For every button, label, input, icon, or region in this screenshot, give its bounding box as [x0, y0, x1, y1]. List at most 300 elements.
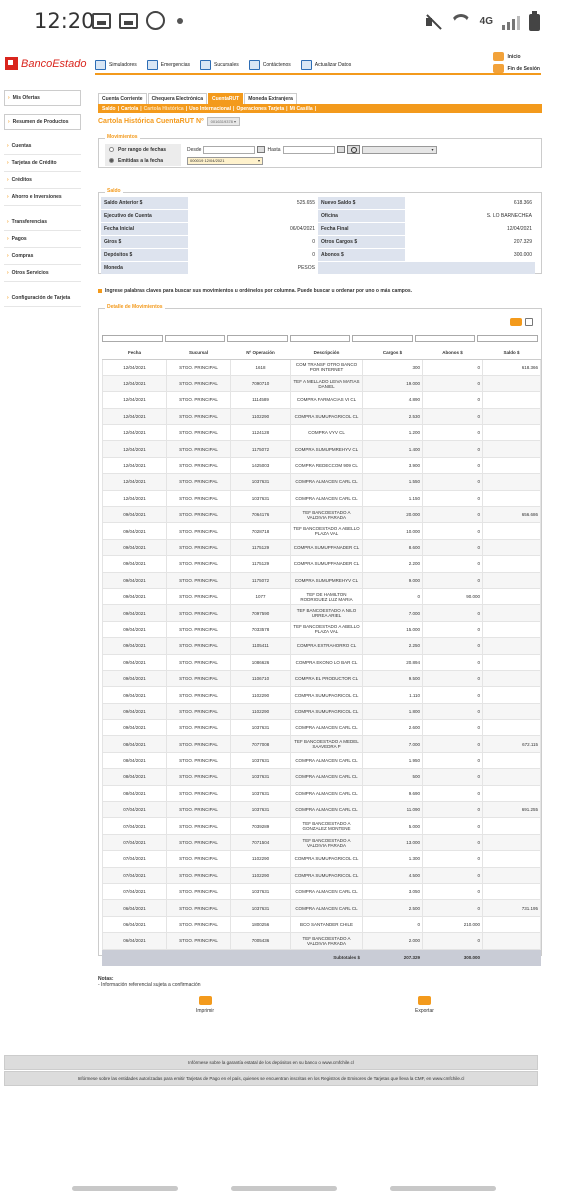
- brand-name: BancoEstado: [21, 57, 87, 70]
- range-option[interactable]: Por rango de fechas: [105, 144, 181, 155]
- table-row: [103, 539, 541, 555]
- table-cell: 7039289: [231, 818, 291, 834]
- saldo-value: 525.655: [188, 197, 318, 210]
- table-row: [103, 916, 541, 932]
- table-cell: STGO. PRINCIPAL: [167, 605, 231, 621]
- account-select[interactable]: 0016319378 ▾: [207, 117, 240, 126]
- sidebar-item-pagos[interactable]: › Pagos: [4, 231, 81, 248]
- column-header[interactable]: Descripción: [291, 346, 363, 359]
- table-cell: 1102290: [231, 867, 291, 883]
- bancoestado-logo[interactable]: [5, 57, 86, 70]
- table-cell: [483, 556, 541, 572]
- filter-operacion[interactable]: [227, 335, 288, 342]
- filter-saldo[interactable]: [477, 335, 538, 342]
- subtab-saldo[interactable]: Saldo: [102, 105, 116, 112]
- table-row: [103, 425, 541, 441]
- column-header[interactable]: Saldo $: [483, 346, 541, 359]
- table-cell: 09/04/2021: [103, 507, 167, 523]
- table-cell: 0: [423, 572, 483, 588]
- notes: Notas: - Información referencial sujeta a confirmación: [98, 976, 201, 988]
- table-cell: 0: [423, 523, 483, 539]
- footer-note-1: Infórmese sobre la garantía estatal de los depósitos en su banco o www.cmfchile.cl: [4, 1055, 538, 1070]
- table-cell: [483, 572, 541, 588]
- table-cell: 0: [423, 457, 483, 473]
- table-cell: 1037631: [231, 752, 291, 768]
- table-cell: TEF BANCOESTADO A MEDEL SAAVEDRA P: [291, 736, 363, 752]
- column-header[interactable]: Cargos $: [363, 346, 423, 359]
- page-title: Cartola Histórica CuentaRUT Nº 0016319378 ▾: [98, 117, 542, 126]
- table-cell: [483, 851, 541, 867]
- table-cell: STGO. PRINCIPAL: [167, 916, 231, 932]
- battery-icon: [529, 14, 540, 31]
- table-row: [103, 933, 541, 949]
- saldo-legend: Saldo: [107, 188, 121, 194]
- table-cell: 0: [423, 802, 483, 818]
- search-toggle-icon[interactable]: [510, 318, 522, 326]
- radio-emitidas[interactable]: [109, 158, 114, 163]
- subtotal-row: [103, 949, 541, 965]
- calculator-icon: [95, 60, 106, 70]
- sidebar-item-config-tarjeta[interactable]: › Configuración de Tarjeta: [4, 290, 81, 307]
- table-cell: 09/04/2021: [103, 703, 167, 719]
- table-cell: 1.400: [363, 441, 423, 457]
- table-cell: 0: [423, 638, 483, 654]
- table-row: [103, 654, 541, 670]
- saldo-label: Oficina: [318, 210, 405, 223]
- saldo-value: PESOS: [188, 262, 318, 275]
- nav-sucursales[interactable]: Sucursales: [200, 60, 239, 70]
- nav-simuladores[interactable]: Simuladores: [95, 60, 137, 70]
- table-cell: 09/04/2021: [103, 539, 167, 555]
- table-cell: TEF BANCOESTADO A VALDIVIA PARADA: [291, 834, 363, 850]
- home-icon: [493, 52, 504, 61]
- table-cell: 1618: [231, 359, 291, 375]
- table-cell: STGO. PRINCIPAL: [167, 507, 231, 523]
- desde-input[interactable]: [203, 146, 255, 154]
- table-cell: [483, 720, 541, 736]
- table-row: [103, 785, 541, 801]
- table-cell: [483, 425, 541, 441]
- table-cell: 2.250: [363, 638, 423, 654]
- table-cell: COMPRA SUMUPAGRICOL CL: [291, 867, 363, 883]
- saldo-grid: [101, 197, 539, 275]
- table-cell: [483, 933, 541, 949]
- tab-moneda-extranjera[interactable]: Moneda Extranjera: [244, 93, 297, 104]
- table-cell: 2.200: [363, 556, 423, 572]
- table-cell: 1102290: [231, 408, 291, 424]
- table-row: [103, 670, 541, 686]
- table-cell: 0: [423, 425, 483, 441]
- table-row: [103, 851, 541, 867]
- table-cell: 20.894: [363, 654, 423, 670]
- table-cell: 13.000: [363, 834, 423, 850]
- subtab-operaciones-tarjeta[interactable]: Operaciones Tarjeta: [236, 105, 285, 112]
- table-cell: STGO. PRINCIPAL: [167, 670, 231, 686]
- filter-abonos[interactable]: [415, 335, 476, 342]
- print-button[interactable]: Imprimir: [196, 996, 214, 1014]
- table-cell: [483, 769, 541, 785]
- table-cell: 0: [423, 490, 483, 506]
- table-row: [103, 621, 541, 637]
- sidebar-item-ahorro[interactable]: › Ahorro e Inversiones: [4, 189, 81, 206]
- table-cell: 12/04/2021: [103, 457, 167, 473]
- table-cell: 0: [423, 670, 483, 686]
- table-cell: [483, 441, 541, 457]
- table-cell: COMPRA SUMUPMREHYV CL: [291, 441, 363, 457]
- table-cell: [483, 687, 541, 703]
- table-row: [103, 507, 541, 523]
- table-row: [103, 802, 541, 818]
- table-cell: 0: [423, 900, 483, 916]
- subtotal-label: Subtotales $: [291, 949, 363, 965]
- sidebar-item-tarjetas[interactable]: › Tarjetas de Crédito: [4, 155, 81, 172]
- table-cell: STGO. PRINCIPAL: [167, 884, 231, 900]
- table-cell: TEF A MELLADO LEIVA MATIAS DANIEL: [291, 375, 363, 391]
- table-cell: 656.686: [483, 507, 541, 523]
- table-cell: STGO. PRINCIPAL: [167, 457, 231, 473]
- table-cell: 0: [423, 359, 483, 375]
- saldo-label: Fecha Final: [318, 223, 405, 236]
- expand-icon[interactable]: [525, 318, 533, 326]
- table-cell: 10.000: [363, 523, 423, 539]
- table-cell: 07/04/2021: [103, 867, 167, 883]
- table-cell: 1.200: [363, 425, 423, 441]
- mail-icon: [249, 60, 260, 70]
- table-row: [103, 720, 541, 736]
- sidebar-item-transferencias[interactable]: › Transferencias: [4, 214, 81, 231]
- table-cell: STGO. PRINCIPAL: [167, 720, 231, 736]
- table-cell: 1037631: [231, 900, 291, 916]
- sidebar-item-creditos[interactable]: › Créditos: [4, 172, 81, 189]
- table-row: [103, 884, 541, 900]
- table-cell: 7.000: [363, 736, 423, 752]
- saldo-value: 300.000: [405, 249, 535, 262]
- whatsapp-icon: [146, 11, 165, 30]
- table-cell: 1114589: [231, 392, 291, 408]
- table-cell: 2.500: [363, 900, 423, 916]
- table-cell: 09/04/2021: [103, 687, 167, 703]
- footer: [4, 1055, 538, 1087]
- nav-recents-icon[interactable]: [72, 1186, 178, 1191]
- table-cell: STGO. PRINCIPAL: [167, 834, 231, 850]
- table-cell: 1175129: [231, 556, 291, 572]
- table-cell: 12/04/2021: [103, 490, 167, 506]
- table-cell: 09/04/2021: [103, 588, 167, 604]
- table-cell: STGO. PRINCIPAL: [167, 588, 231, 604]
- table-cell: 1.950: [363, 752, 423, 768]
- table-cell: [483, 490, 541, 506]
- saldo-label: [318, 262, 405, 275]
- table-cell: [483, 408, 541, 424]
- table-cell: 0: [423, 621, 483, 637]
- table-cell: 09/04/2021: [103, 720, 167, 736]
- table-cell: 0: [423, 408, 483, 424]
- table-cell: 11.090: [363, 802, 423, 818]
- subtabs: Saldo | Cartola | Cartola Histórica | Uso Internacional | Operaciones Tarjeta | Mi Casilla |: [98, 104, 542, 113]
- table-row: [103, 736, 541, 752]
- table-cell: 1037631: [231, 769, 291, 785]
- saldo-panel: [98, 188, 542, 274]
- table-cell: 1102290: [231, 703, 291, 719]
- table-cell: [483, 654, 541, 670]
- nav-actualizar-datos[interactable]: Actualizar Datos: [301, 60, 351, 70]
- table-cell: 06/04/2021: [103, 900, 167, 916]
- logout-link[interactable]: Fin de Sesión: [493, 64, 540, 73]
- table-cell: 12/04/2021: [103, 359, 167, 375]
- wifi-icon: [451, 14, 471, 30]
- table-cell: 09/04/2021: [103, 605, 167, 621]
- emitidas-select[interactable]: 000019 12/04/2021 ▾: [187, 157, 263, 165]
- table-cell: STGO. PRINCIPAL: [167, 556, 231, 572]
- table-cell: [483, 834, 541, 850]
- table-cell: 7033578: [231, 621, 291, 637]
- table-cell: TEF BANCOESTADO A VALDIVIA PARADA: [291, 507, 363, 523]
- nav-emergencias[interactable]: Emergencias: [147, 60, 190, 70]
- table-cell: STGO. PRINCIPAL: [167, 359, 231, 375]
- table-cell: 1077: [231, 588, 291, 604]
- table-cell: COMPRA ALMACEN CARL CL: [291, 802, 363, 818]
- table-cell: STGO. PRINCIPAL: [167, 769, 231, 785]
- table-cell: 1037631: [231, 490, 291, 506]
- table-cell: STGO. PRINCIPAL: [167, 375, 231, 391]
- filter-fecha[interactable]: [102, 335, 163, 342]
- table-cell: 90.000: [423, 588, 483, 604]
- table-cell: 0: [423, 539, 483, 555]
- column-header[interactable]: Fecha: [103, 346, 167, 359]
- table-cell: 8.600: [363, 539, 423, 555]
- table-cell: COMPRA EXTRAHORRO CL: [291, 638, 363, 654]
- table-cell: [483, 785, 541, 801]
- search-icon[interactable]: [347, 145, 360, 154]
- table-cell: STGO. PRINCIPAL: [167, 523, 231, 539]
- logout-icon: [493, 64, 504, 73]
- table-cell: 1037631: [231, 884, 291, 900]
- table-cell: [483, 818, 541, 834]
- table-cell: STGO. PRINCIPAL: [167, 638, 231, 654]
- map-icon: [200, 60, 211, 70]
- table-cell: 0: [363, 588, 423, 604]
- table-cell: 300: [363, 359, 423, 375]
- table-cell: [483, 457, 541, 473]
- table-cell: 1037631: [231, 474, 291, 490]
- subtotal-abonos: 300.000: [423, 949, 483, 965]
- table-cell: [483, 670, 541, 686]
- table-row: [103, 769, 541, 785]
- table-cell: [483, 621, 541, 637]
- table-cell: 1.800: [363, 703, 423, 719]
- column-header[interactable]: Abonos $: [423, 346, 483, 359]
- saldo-label: Abonos $: [318, 249, 405, 262]
- table-cell: 1175072: [231, 572, 291, 588]
- table-row: [103, 605, 541, 621]
- table-cell: [483, 703, 541, 719]
- table-cell: TEF BANCOESTADO A ABELLO PLAZA VAL: [291, 621, 363, 637]
- mute-icon: [424, 13, 442, 31]
- subtab-cartola-historica[interactable]: Cartola Histórica: [143, 105, 184, 112]
- table-cell: 0: [423, 834, 483, 850]
- saldo-label: Saldo Anterior $: [101, 197, 188, 210]
- table-cell: 7071504: [231, 834, 291, 850]
- print-icon: [199, 996, 212, 1005]
- table-cell: TEF BANCOESTADO A VALDIVIA PARADA: [291, 933, 363, 949]
- table-cell: COMPRA SUMUPPANADER CL: [291, 556, 363, 572]
- table-cell: 12/04/2021: [103, 474, 167, 490]
- table-cell: BCO SANTANDER CHILE: [291, 916, 363, 932]
- table-cell: 4.890: [363, 392, 423, 408]
- table-cell: 1102290: [231, 687, 291, 703]
- android-nav-bar: [0, 1186, 568, 1192]
- table-cell: COMPRA FARMACIAS VI CL: [291, 392, 363, 408]
- saldo-label: Giros $: [101, 236, 188, 249]
- table-cell: STGO. PRINCIPAL: [167, 392, 231, 408]
- subtab-mi-casilla[interactable]: Mi Casilla: [289, 105, 313, 112]
- table-cell: COMPRA EKONO LO BAR CL: [291, 654, 363, 670]
- table-cell: COMPRA ALMACEN CARL CL: [291, 900, 363, 916]
- table-cell: 0: [423, 720, 483, 736]
- column-header[interactable]: Nº Operación: [231, 346, 291, 359]
- saldo-label: Fecha Inicial: [101, 223, 188, 236]
- saldo-label: Moneda: [101, 262, 188, 275]
- filter-cargos[interactable]: [352, 335, 413, 342]
- table-cell: 618.366: [483, 359, 541, 375]
- export-button[interactable]: Exportar: [415, 996, 434, 1014]
- table-cell: STGO. PRINCIPAL: [167, 867, 231, 883]
- table-cell: 07/04/2021: [103, 851, 167, 867]
- subtotal-cargos: 207.329: [363, 949, 423, 965]
- filter-descripcion[interactable]: [290, 335, 351, 342]
- movements-table: [102, 346, 541, 966]
- saldo-value: S. LO BARNECHEA: [405, 210, 535, 223]
- table-cell: 1800256: [231, 916, 291, 932]
- table-cell: STGO. PRINCIPAL: [167, 408, 231, 424]
- saldo-label: Nuevo Saldo $: [318, 197, 405, 210]
- main-content: [98, 93, 542, 960]
- table-cell: [483, 474, 541, 490]
- saldo-label: Ejecutivo de Cuenta: [101, 210, 188, 223]
- table-cell: 0: [423, 441, 483, 457]
- table-cell: COMPRA EL PRODUCTOR CL: [291, 670, 363, 686]
- table-cell: TEF BANCOESTADO A GONZALEZ MONTENE: [291, 818, 363, 834]
- table-cell: 7005436: [231, 933, 291, 949]
- table-row: [103, 752, 541, 768]
- column-header[interactable]: Sucursal: [167, 346, 231, 359]
- table-cell: 9.690: [363, 785, 423, 801]
- table-row: [103, 474, 541, 490]
- table-cell: 9.000: [363, 572, 423, 588]
- table-cell: COMPRA SUMUPAGRICOL CL: [291, 851, 363, 867]
- table-cell: 9.500: [363, 670, 423, 686]
- sidebar-item-resumen[interactable]: › Resumen de Productos: [4, 114, 81, 130]
- table-cell: 0: [423, 605, 483, 621]
- table-cell: 672.115: [483, 736, 541, 752]
- table-cell: COMPRA ALMACEN CARL CL: [291, 490, 363, 506]
- emitidas-option[interactable]: Emitidas a la fecha: [105, 155, 181, 166]
- table-cell: COMPRA ALMACEN CARL CL: [291, 474, 363, 490]
- hasta-input[interactable]: [283, 146, 335, 154]
- tab-chequera[interactable]: Chequera Electrónica: [148, 93, 207, 104]
- table-cell: 1425003: [231, 457, 291, 473]
- table-cell: COMPRA REDECCOM 909 CL: [291, 457, 363, 473]
- table-cell: [483, 375, 541, 391]
- table-cell: 1086626: [231, 654, 291, 670]
- table-cell: 2.000: [363, 933, 423, 949]
- table-cell: 0: [363, 916, 423, 932]
- nav-contactenos[interactable]: Contáctenos: [249, 60, 291, 70]
- detalle-panel: [98, 304, 542, 960]
- signal-icon: [502, 14, 520, 30]
- calendar-icon[interactable]: [337, 146, 345, 153]
- table-cell: 07/04/2021: [103, 818, 167, 834]
- radio-range[interactable]: [109, 147, 114, 152]
- table-cell: 09/04/2021: [103, 572, 167, 588]
- header-divider: [95, 73, 541, 75]
- table-cell: 08/04/2021: [103, 736, 167, 752]
- gallery-icon: [92, 13, 111, 29]
- table-cell: STGO. PRINCIPAL: [167, 572, 231, 588]
- table-cell: 12/04/2021: [103, 375, 167, 391]
- table-cell: [483, 523, 541, 539]
- table-cell: 3.050: [363, 884, 423, 900]
- table-cell: 7097590: [231, 605, 291, 621]
- nav-home-icon[interactable]: [231, 1186, 337, 1191]
- sidebar-item-compras[interactable]: › Compras: [4, 248, 81, 265]
- table-cell: 07/04/2021: [103, 834, 167, 850]
- table-row: [103, 457, 541, 473]
- saldo-value: 06/04/2021: [188, 223, 318, 236]
- filter-sucursal[interactable]: [165, 335, 226, 342]
- table-cell: 0: [423, 785, 483, 801]
- subtab-uso-internacional[interactable]: Uso Internacional: [189, 105, 232, 112]
- table-cell: 1175072: [231, 441, 291, 457]
- sidebar-item-ofertas[interactable]: › Mis Ofertas: [4, 90, 81, 106]
- table-cell: 15.000: [363, 621, 423, 637]
- sidebar-item-cuentas[interactable]: › Cuentas: [4, 138, 81, 155]
- table-cell: STGO. PRINCIPAL: [167, 785, 231, 801]
- subtab-cartola[interactable]: Cartola: [121, 105, 139, 112]
- table-row: [103, 867, 541, 883]
- table-cell: 0: [423, 375, 483, 391]
- calendar-icon[interactable]: [257, 146, 265, 153]
- table-cell: COMPRA SUMUPPANADER CL: [291, 539, 363, 555]
- tab-cuentarut[interactable]: CuentaRUT: [208, 93, 243, 104]
- table-cell: 1037631: [231, 720, 291, 736]
- inicio-link[interactable]: Inicio: [493, 52, 540, 61]
- table-cell: 2.600: [363, 720, 423, 736]
- notification-dot-icon: [177, 18, 183, 24]
- table-cell: 210.000: [423, 916, 483, 932]
- table-cell: STGO. PRINCIPAL: [167, 933, 231, 949]
- table-cell: 06/04/2021: [103, 916, 167, 932]
- table-cell: [483, 539, 541, 555]
- table-row: [103, 523, 541, 539]
- table-row: [103, 900, 541, 916]
- gallery-icon: [119, 13, 138, 29]
- table-cell: [483, 916, 541, 932]
- info-icon: [147, 60, 158, 70]
- column-filters: [102, 335, 538, 342]
- table-cell: COMPRA SUMUPAGRICOL CL: [291, 408, 363, 424]
- sidebar-item-otros[interactable]: › Otros Servicios: [4, 265, 81, 282]
- tab-cuenta-corriente[interactable]: Cuenta Corriente: [98, 93, 147, 104]
- table-cell: COMPRA ALMACEN CARL CL: [291, 785, 363, 801]
- table-cell: 07/04/2021: [103, 802, 167, 818]
- period-select[interactable]: ▾: [362, 146, 437, 154]
- saldo-value: 207.329: [405, 236, 535, 249]
- table-cell: COMPRA SUMUPAGRICOL CL: [291, 687, 363, 703]
- table-cell: 731.195: [483, 900, 541, 916]
- table-cell: STGO. PRINCIPAL: [167, 539, 231, 555]
- nav-back-icon[interactable]: [390, 1186, 496, 1191]
